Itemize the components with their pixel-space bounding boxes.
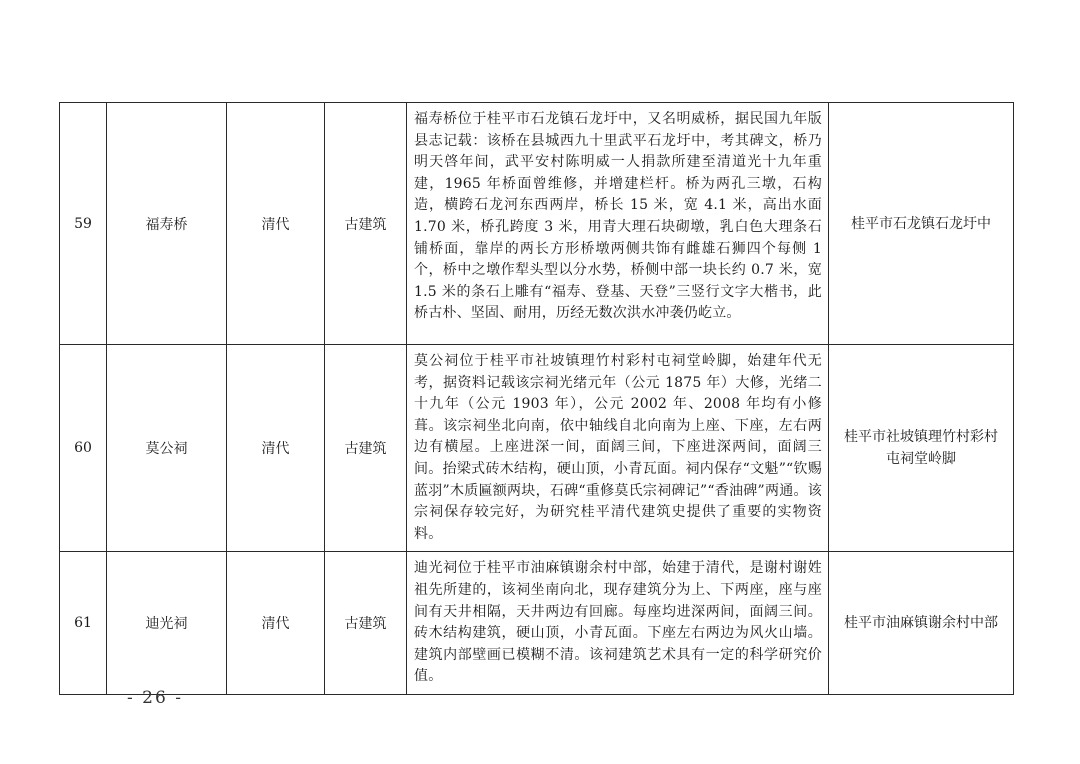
site-description: 福寿桥位于桂平市石龙镇石龙圩中，又名明威桥，据民国九年版县志记载：该桥在县城西九十里武平石龙圩中，考其碑文，桥乃明天啓年间，武平安村陈明威一人捐款所建至清道光十九年重建，1965 年桥面曾维修，并增建栏杆。桥为两孔三墩，石构造，横跨石龙河东西两岸，桥长 15 米，宽 4.1 米，高出水面 1.70 米，桥孔跨度 3 米，用青大理石块砌墩，乳白色大理条石铺桥面，靠岸的两长方形桥墩两侧共饰有雌雄石狮四个每侧 1 个，桥中之墩作犁头型以分水势，桥侧中部一块长约 0.7 米，宽 1.5 米的条石上雕有“福寿、登基、天登”三竖行文字大楷书，此桥古朴、坚固、耐用，历经无数次洪水冲袭仍屹立。	[407, 103, 829, 345]
heritage-table	[59, 102, 1014, 695]
site-name: 迪光祠	[107, 552, 227, 695]
site-description: 迪光祠位于桂平市油麻镇谢余村中部，始建于清代，是谢村谢姓祖先所建的，该祠坐南向北，现存建筑分为上、下两座，座与座间有天井相隔，天井两边有回廊。每座均进深两间，面阔三间。砖木结构建筑，硬山顶，小青瓦面。下座左右两边为风火山墙。建筑内部壁画已模糊不清。该祠建筑艺术具有一定的科学研究价值。	[407, 552, 829, 695]
site-era: 清代	[227, 552, 325, 695]
row-number: 59	[60, 103, 107, 345]
site-category: 古建筑	[325, 552, 407, 695]
site-era: 清代	[227, 103, 325, 345]
site-era: 清代	[227, 345, 325, 552]
site-category: 古建筑	[325, 103, 407, 345]
site-category: 古建筑	[325, 345, 407, 552]
table-row	[60, 345, 1014, 552]
site-location: 桂平市石龙镇石龙圩中	[829, 103, 1014, 345]
site-location: 桂平市油麻镇谢余村中部	[829, 552, 1014, 695]
page-number: - 26 -	[127, 688, 183, 708]
row-number: 61	[60, 552, 107, 695]
row-number: 60	[60, 345, 107, 552]
site-name: 福寿桥	[107, 103, 227, 345]
site-location: 桂平市社坡镇理竹村彩村屯祠堂岭脚	[829, 345, 1014, 552]
site-name: 莫公祠	[107, 345, 227, 552]
table-row	[60, 552, 1014, 695]
table-row	[60, 103, 1014, 345]
site-description: 莫公祠位于桂平市社坡镇理竹村彩村屯祠堂岭脚，始建年代无考，据资料记载该宗祠光绪元年（公元 1875 年）大修，光绪二十九年（公元 1903 年），公元 2002 年、2008 年均有小修葺。该宗祠坐北向南，依中轴线自北向南为上座、下座，左右两边有横屋。上座进深一间，面阔三间，下座进深两间，面阔三间。抬梁式砖木结构，硬山顶，小青瓦面。祠内保存“文魁”“钦赐蓝羽”木质匾额两块，石碑“重修莫氏宗祠碑记”“香油碑”两通。该宗祠保存较完好，为研究桂平清代建筑史提供了重要的实物资料。	[407, 345, 829, 552]
